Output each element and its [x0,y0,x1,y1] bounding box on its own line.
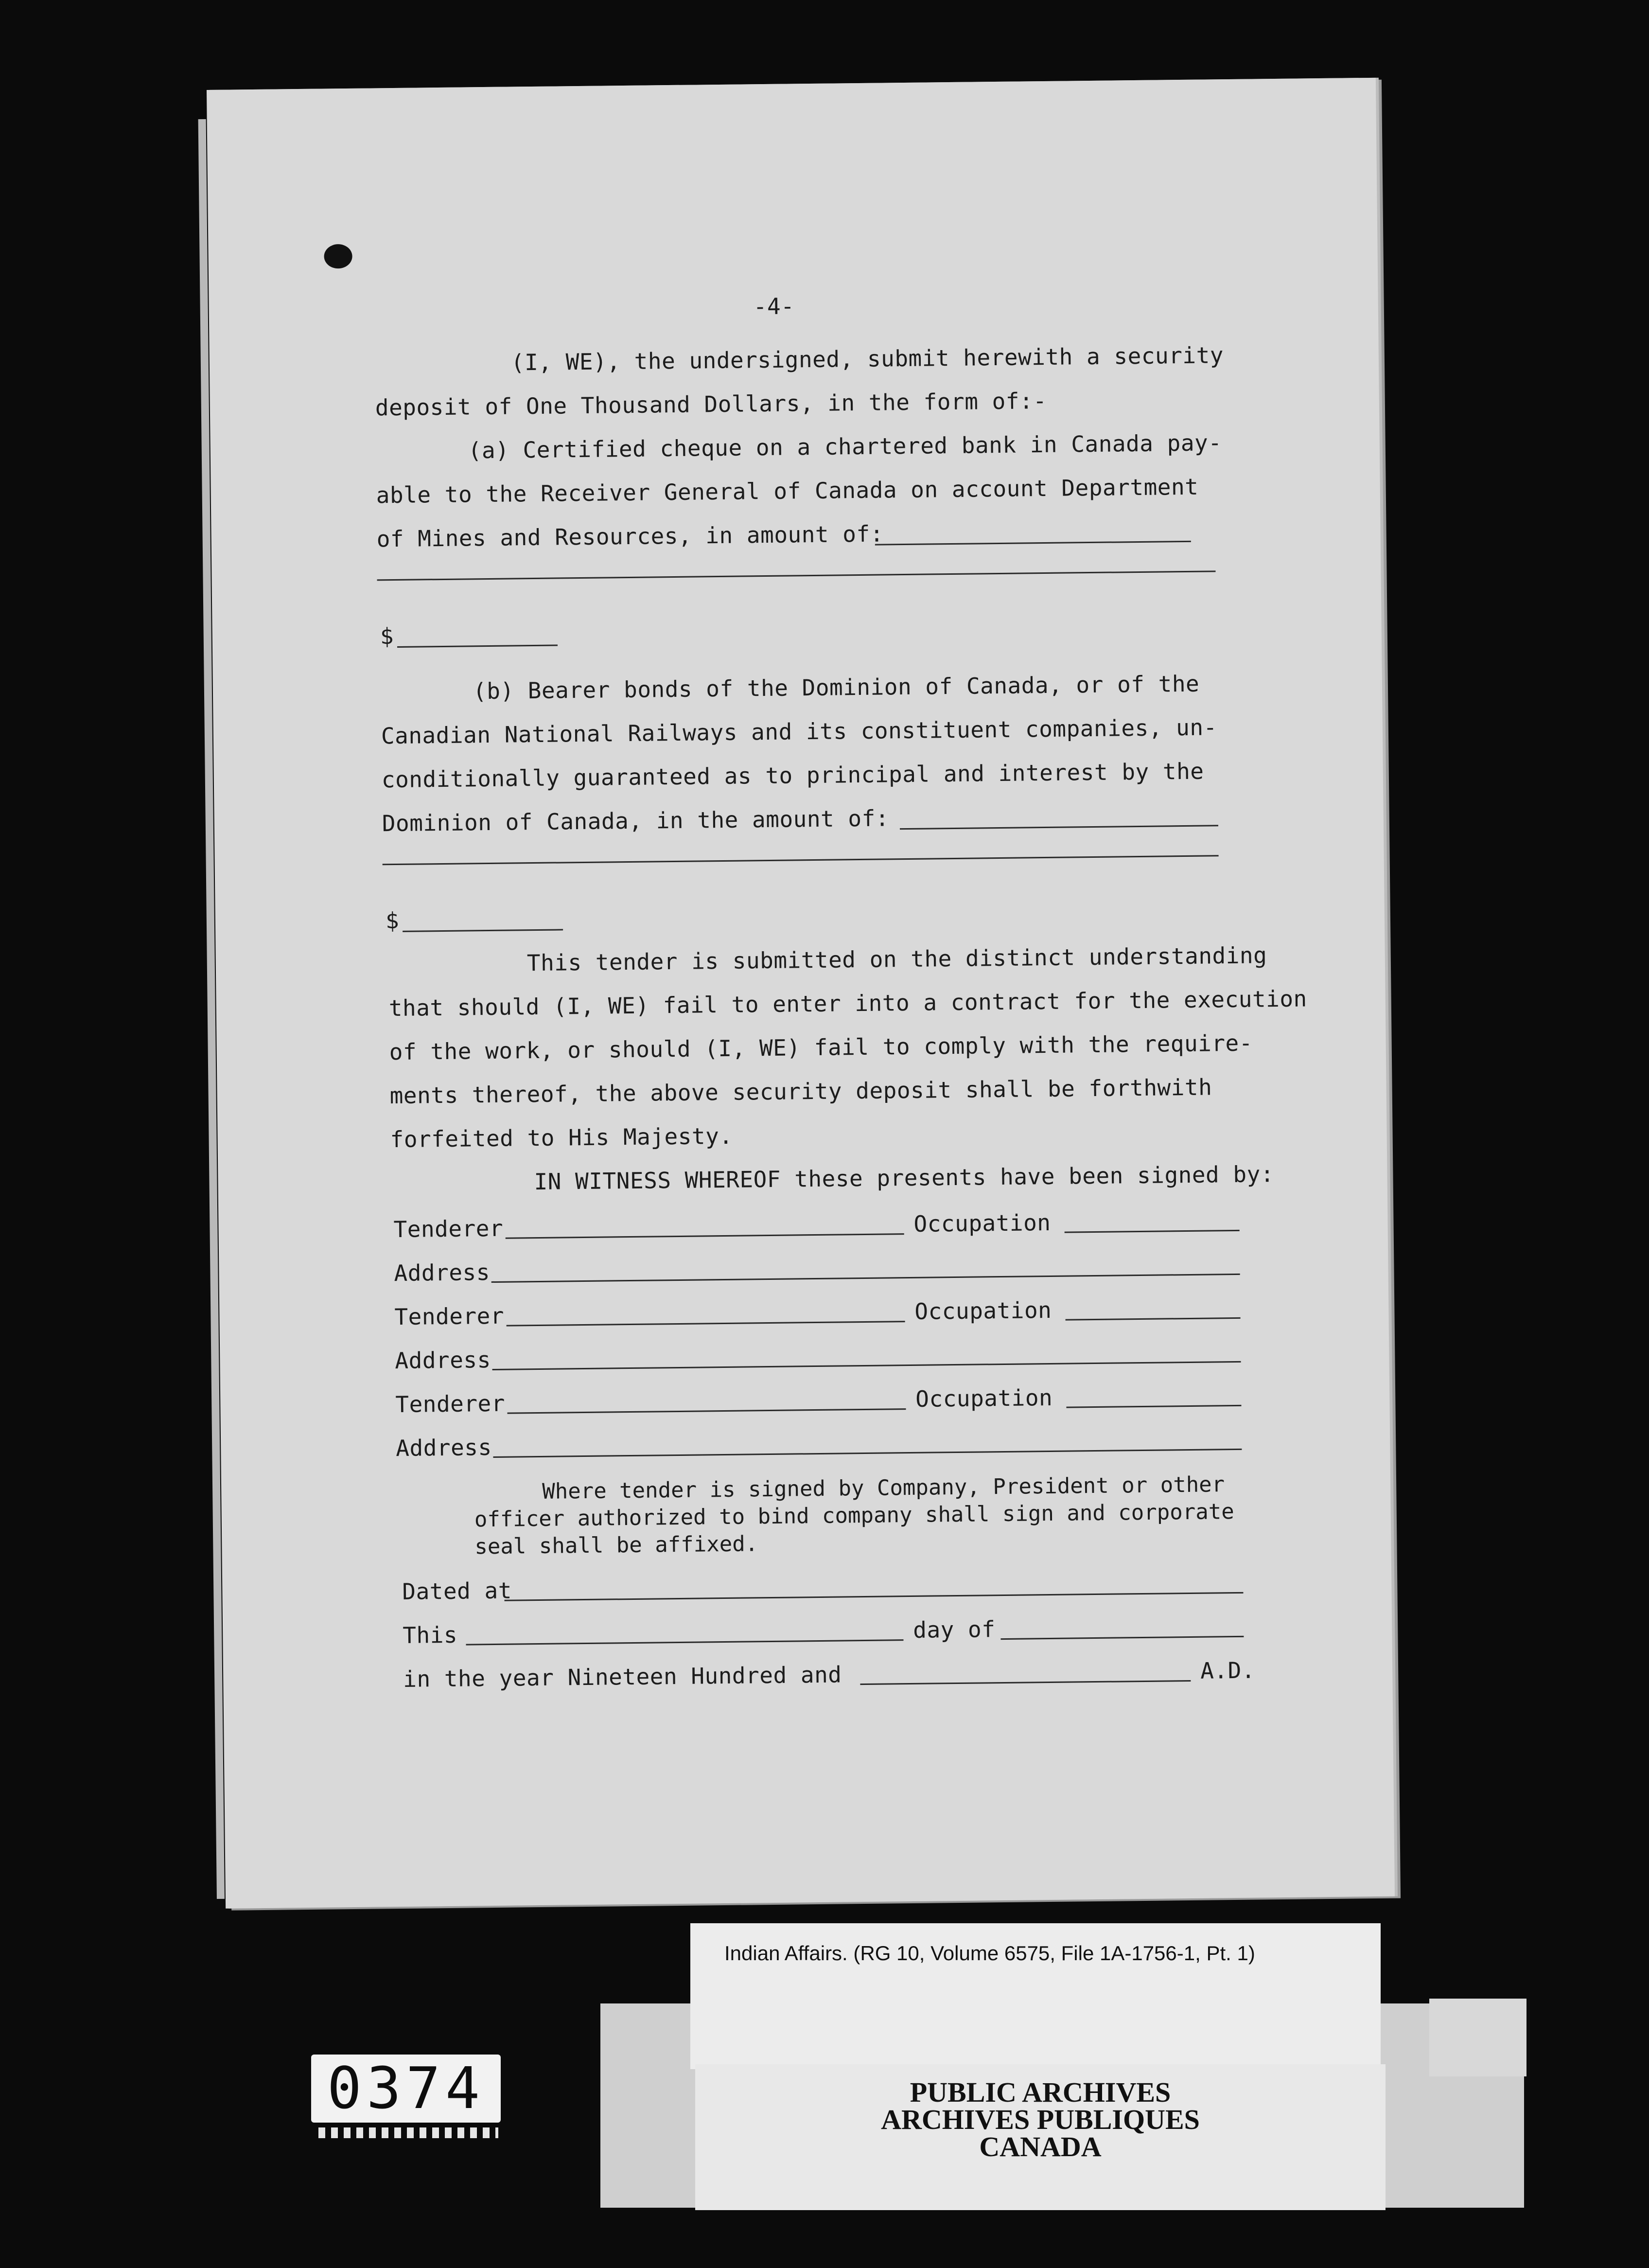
archive-reference-label [690,1923,1381,2069]
option-b-line-3: conditionally guaranteed as to principal and interest by the [381,758,1204,793]
option-a-line-1: (a) Certified cheque on a chartered bank in Canada pay- [468,429,1222,464]
dated-at-blank [505,1592,1244,1601]
dollar-a-blank [397,645,558,648]
frame-counter [311,2055,501,2123]
address-label-1: Address [394,1259,491,1287]
occupation-label-3: Occupation [915,1384,1053,1412]
amount-b-words-blank [383,855,1219,865]
occupation-blank-2 [1066,1317,1241,1321]
tenderer-label-3: Tenderer [395,1390,506,1418]
option-a-line-2: able to the Receiver General of Canada on account Department [376,473,1199,509]
occupation-blank-1 [1065,1230,1240,1233]
page-number: -4- [753,293,795,320]
amount-b-blank [900,825,1218,830]
option-b-line-1: (b) Bearer bonds of the Dominion of Canada, or of the [473,670,1200,705]
punch-hole [324,244,352,269]
intro-line-2: deposit of One Thousand Dollars, in the form of:- [375,387,1047,421]
occupation-blank-3 [1066,1405,1241,1408]
intro-line-1: (I, WE), the undersigned, submit herewith a security [510,342,1224,376]
archives-stamp [695,2064,1386,2210]
witness-line: IN WITNESS WHEREOF these presents have been signed by: [534,1161,1275,1195]
option-b-line-4: Dominion of Canada, in the amount of: [382,805,890,837]
day-of-label: day of [912,1616,996,1643]
tender-line-3: of the work, or should (I, WE) fail to comply with the require- [389,1029,1253,1065]
company-note-line-3: seal shall be affixed. [474,1531,758,1559]
company-note-line-1: Where tender is signed by Company, President or other [542,1472,1225,1504]
address-blank-1 [491,1274,1240,1283]
tender-line-4: ments thereof, the above security deposit shall be forthwith [389,1074,1212,1109]
archive-reference: Indian Affairs. (RG 10, Volume 6575, File 1A-1756-1, Pt. 1) [724,1942,1255,1965]
year-blank [860,1680,1191,1685]
dated-at-label: Dated at [402,1577,512,1605]
option-b-line-2: Canadian National Railways and its constituent companies, un- [381,714,1217,749]
page-edge [198,119,225,1899]
tenderer-label-2: Tenderer [394,1302,505,1330]
address-blank-3 [493,1449,1242,1458]
archives-stamp-text [695,2076,1386,2162]
tenderer-blank-3 [508,1408,906,1414]
document-page [207,78,1395,1909]
address-blank-2 [492,1361,1241,1370]
dollar-b-blank [403,929,563,932]
occupation-label-1: Occupation [913,1209,1051,1237]
tender-line-2: that should (I, WE) fail to enter into a contract for the execution [388,985,1308,1022]
dollar-sign-b: $ [385,907,400,934]
amount-a-blank [875,541,1191,546]
stamp-line-1: PUBLIC ARCHIVES [910,2076,1171,2108]
stamp-tab [1429,1999,1526,2076]
amount-a-words-blank [377,570,1216,581]
company-note-line-2: officer authorized to bind company shall sign and corporate [474,1499,1234,1532]
tenderer-blank-1 [506,1233,904,1239]
stamp-line-3: CANADA [979,2131,1102,2162]
tenderer-blank-2 [507,1321,905,1327]
tender-line-1: This tender is submitted on the distinct understanding [526,942,1267,976]
ad-label: A.D. [1200,1657,1256,1684]
this-label: This [403,1621,458,1648]
month-blank [1000,1636,1244,1640]
dollar-sign-a: $ [380,623,394,650]
address-label-2: Address [395,1347,491,1374]
occupation-label-2: Occupation [914,1296,1052,1325]
tender-line-5: forfeited to His Majesty. [390,1122,733,1153]
year-label: in the year Nineteen Hundred and [403,1661,842,1692]
stamp-line-2: ARCHIVES PUBLIQUES [881,2104,1200,2135]
frame-number: 0374 [327,2055,485,2122]
this-day-blank [466,1639,903,1645]
option-a-line-3: of Mines and Resources, in amount of: [376,520,884,552]
tenderer-label-1: Tenderer [393,1215,504,1243]
address-label-3: Address [395,1434,492,1462]
film-sprocket-holes [318,2127,498,2138]
